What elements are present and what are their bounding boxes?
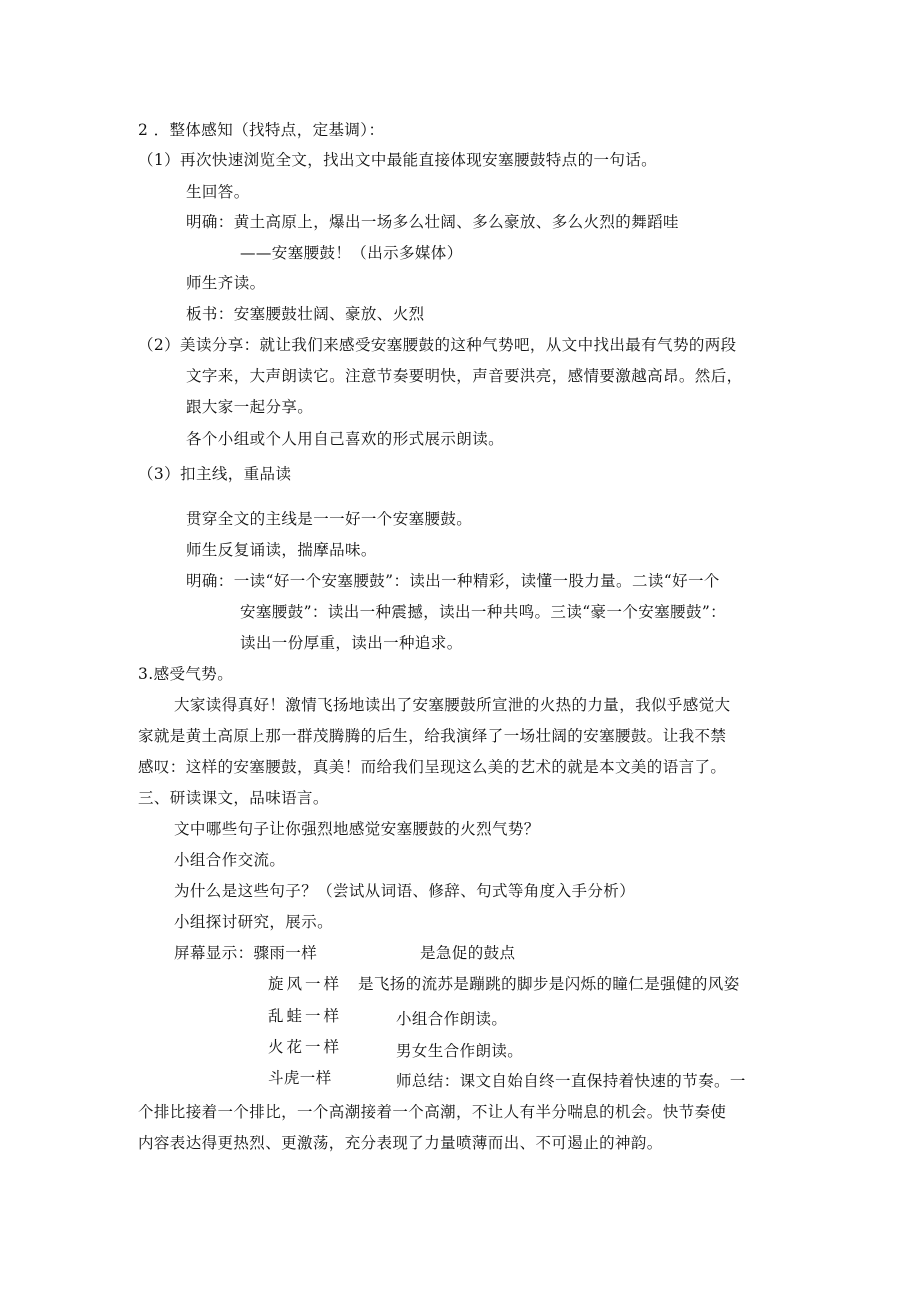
section-heading-feel-momentum: 3.感受气势。 <box>138 665 234 683</box>
text-line: 内容表达得更热烈、更激荡，充分表现了力量喷薄而出、不可遏止的神韵。 <box>138 1134 663 1152</box>
screen-display-text: 小组合作朗读。 <box>396 1010 508 1028</box>
text-line: 安塞腰鼓”：读出一种震撼，读出一种共鸣。三读“豪一个安塞腰鼓”： <box>240 603 727 621</box>
text-line: 为什么是这些句子？（尝试从词语、修辞、句式等角度入手分析） <box>174 882 636 900</box>
screen-display-label: 屏幕显示：骤雨一样 <box>174 944 318 962</box>
section-heading-overall-perception: 2 ．整体感知（找特点，定基调）： <box>138 121 385 139</box>
task-1-text: （1）再次快速浏览全文，找出文中最能直接体现安塞腰鼓特点的一句话。 <box>138 151 658 169</box>
text-line: 贯穿全文的主线是一一好一个安塞腰鼓。 <box>186 510 473 528</box>
screen-display-text: 男女生合作朗读。 <box>396 1042 524 1060</box>
screen-display-label: 火花一样 <box>268 1038 343 1056</box>
text-line: 文中哪些句子让你强烈地感觉安塞腰鼓的火烈气势？ <box>174 820 540 838</box>
text-line: 个排比接着一个排比，一个高潮接着一个高潮，不让人有半分喘息的机会。快节奏使 <box>138 1103 727 1121</box>
text-line: 文字来，大声朗读它。注意节奏要明快，声音要洪亮，感情要激越高昂。然后， <box>186 367 743 385</box>
text-line: 小组探讨研究，展示。 <box>174 913 334 931</box>
text-line: 家就是黄土高原上那一群茂腾腾的后生，给我演绎了一场壮阔的安塞腰鼓。让我不禁 <box>138 727 727 745</box>
screen-display-label: 乱蛙一样 <box>268 1007 343 1025</box>
section-heading-study-language: 三、研读课文，品味语言。 <box>138 789 329 807</box>
text-line: 生回答。 <box>186 183 250 201</box>
screen-display-text: 是急促的鼓点 <box>420 944 516 962</box>
screen-display-label: 旋风一样 <box>268 975 343 993</box>
text-line: 大家读得真好！激情飞扬地读出了安塞腰鼓所宣泄的火热的力量，我似乎感觉大 <box>174 696 731 714</box>
screen-display-label: 斗虎一样 <box>268 1069 332 1087</box>
text-line: 跟大家一起分享。 <box>186 398 314 416</box>
screen-display-text: 是飞扬的流苏是蹦跳的脚步是闪烁的瞳仁是强健的风姿 <box>358 975 740 993</box>
text-line: 师生反复诵读，揣摩品味。 <box>186 541 377 559</box>
text-line: 各个小组或个人用自己喜欢的形式展示朗读。 <box>186 430 505 448</box>
text-line: 小组合作交流。 <box>174 851 286 869</box>
text-line: 明确：黄土高原上，爆出一场多么壮阔、多么豪放、多么火烈的舞蹈哇 <box>186 213 679 231</box>
text-line: 明确：一读“好一个安塞腰鼓”：读出一种精彩，读懂一股力量。二读“好一个 <box>186 572 720 590</box>
teacher-summary-text: 师总结：课文自始自终一直保持着快速的节奏。一 <box>396 1072 746 1090</box>
text-line: 读出一份厚重，读出一种追求。 <box>240 634 463 652</box>
text-line: 师生齐读。 <box>186 274 266 292</box>
text-line: ——安塞腰鼓！（出示多媒体） <box>240 244 463 262</box>
task-2-text: （2）美读分享：就让我们来感受安塞腰鼓的这种气势吧，从文中找出最有气势的两段 <box>138 336 737 354</box>
text-line: 感叹：这样的安塞腰鼓，真美！而给我们呈现这么美的艺术的就是本文美的语言了。 <box>138 758 727 776</box>
text-line: 板书：安塞腰鼓壮阔、豪放、火烈 <box>186 305 425 323</box>
task-3-text: （3）扣主线，重品读 <box>138 465 292 483</box>
